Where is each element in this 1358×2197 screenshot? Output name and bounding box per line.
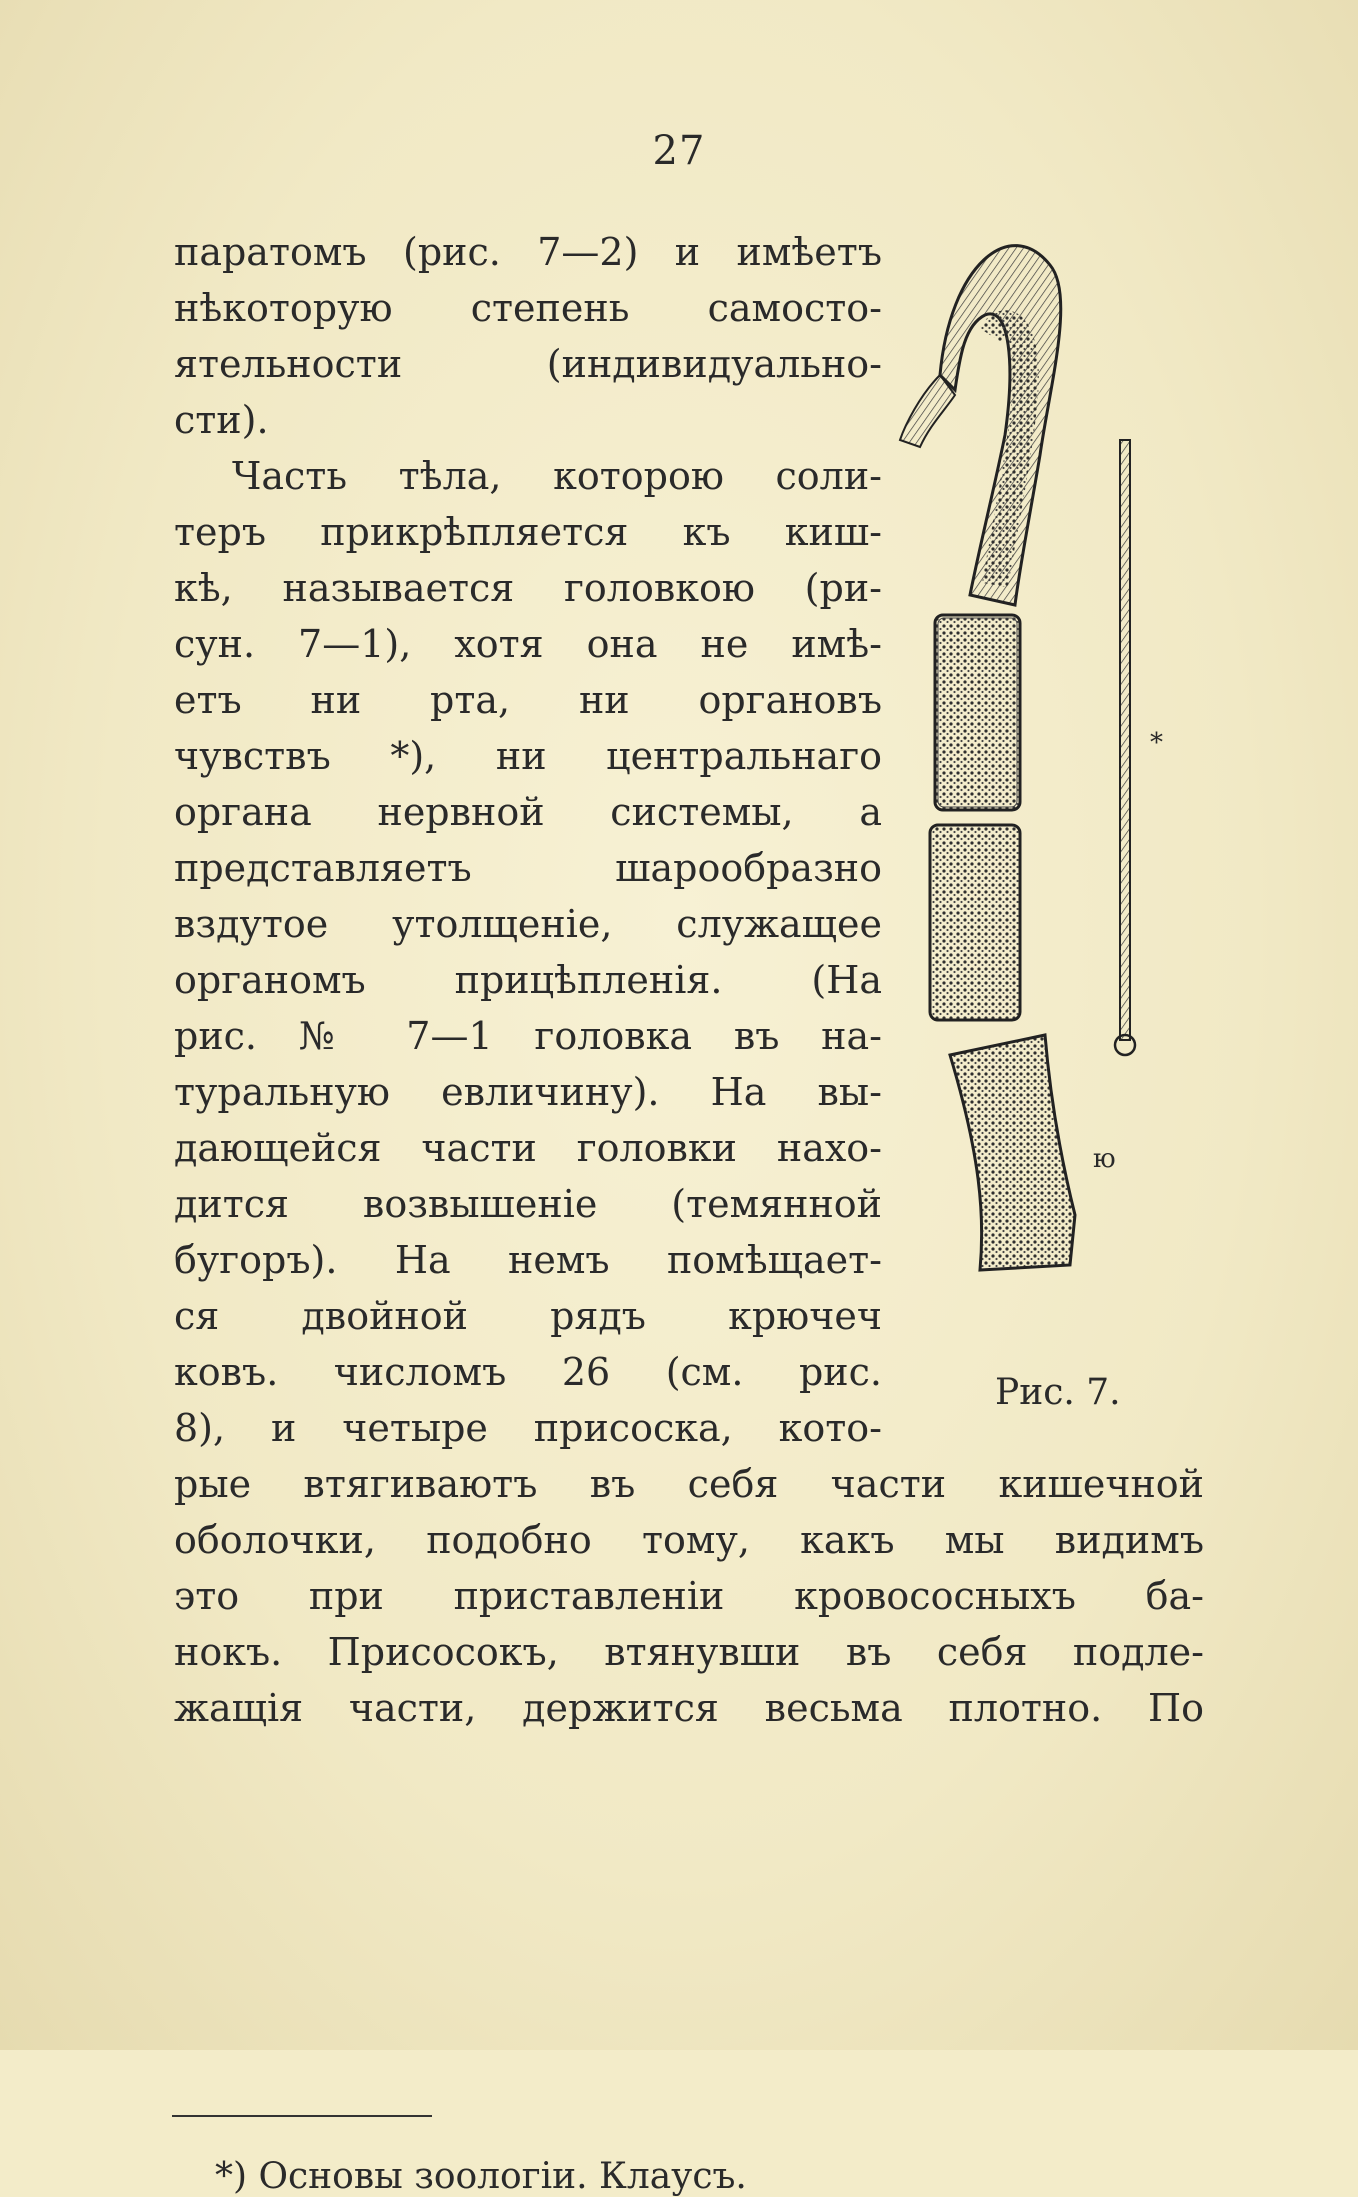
figure-label: * bbox=[1150, 728, 1163, 758]
text-line: органа нервной системы, а bbox=[174, 790, 882, 834]
text-line: оболочки, подобно тому, какъ мы видимъ bbox=[174, 1518, 1204, 1562]
figure-caption: Рис. 7. bbox=[995, 1372, 1121, 1413]
text-line: Часть тѣла, которою соли- bbox=[232, 454, 882, 498]
text-line: представляетъ шарообразно bbox=[174, 846, 882, 890]
page-number: 27 bbox=[652, 128, 706, 174]
text-line: чувствъ *), ни центральнаго bbox=[174, 734, 882, 778]
footnote-divider bbox=[172, 2115, 432, 2117]
text-line: жащія части, держится весьма плотно. По bbox=[174, 1686, 1204, 1730]
text-line: это при приставленіи кровососныхъ ба- bbox=[174, 1574, 1204, 1618]
text-line: органомъ прицѣпленія. (На bbox=[174, 958, 882, 1002]
text-line: рис. № 7—1 головка въ на- bbox=[174, 1014, 882, 1058]
text-line: дающейся части головки нахо- bbox=[174, 1126, 882, 1170]
text-line: нокъ. Присосокъ, втянувши въ себя подле- bbox=[174, 1630, 1204, 1674]
text-line: сун. 7—1), хотя она не имѣ- bbox=[174, 622, 882, 666]
text-line: нѣкоторую степень самосто- bbox=[174, 286, 882, 330]
worm-segment bbox=[930, 825, 1020, 1020]
footnote: *) Основы зоологіи. Клаусъ. bbox=[215, 2156, 747, 2197]
text-line: вздутое утолщеніе, служащее bbox=[174, 902, 882, 946]
text-line: етъ ни рта, ни органовъ bbox=[174, 678, 882, 722]
text-line: кѣ, называется головкою (ри- bbox=[174, 566, 882, 610]
text-line: ковъ. числомъ 26 (см. рис. bbox=[174, 1350, 882, 1394]
text-line: паратомъ (рис. 7—2) и имѣетъ bbox=[174, 230, 882, 274]
natural-size-strand bbox=[1120, 440, 1130, 1040]
text-line: ся двойной рядъ крючеч bbox=[174, 1294, 882, 1338]
text-line: рые втягиваютъ въ себя части кишечной bbox=[174, 1462, 1204, 1506]
text-line: туральную евличину). На вы- bbox=[174, 1070, 882, 1114]
text-line: сти). bbox=[174, 398, 269, 442]
text-line: ятельности (индивидуально- bbox=[174, 342, 882, 386]
tapeworm-illustration bbox=[900, 225, 1200, 1365]
worm-segment bbox=[935, 615, 1020, 810]
figure-label: ю bbox=[1093, 1144, 1116, 1174]
text-line: 8), и четыре присоска, кото- bbox=[174, 1406, 882, 1450]
worm-segment-detached bbox=[950, 1035, 1075, 1270]
text-line: теръ прикрѣпляется къ киш- bbox=[174, 510, 882, 554]
text-line: дится возвышеніе (темянной bbox=[174, 1182, 882, 1226]
text-line: бугоръ). На немъ помѣщает- bbox=[174, 1238, 882, 1282]
